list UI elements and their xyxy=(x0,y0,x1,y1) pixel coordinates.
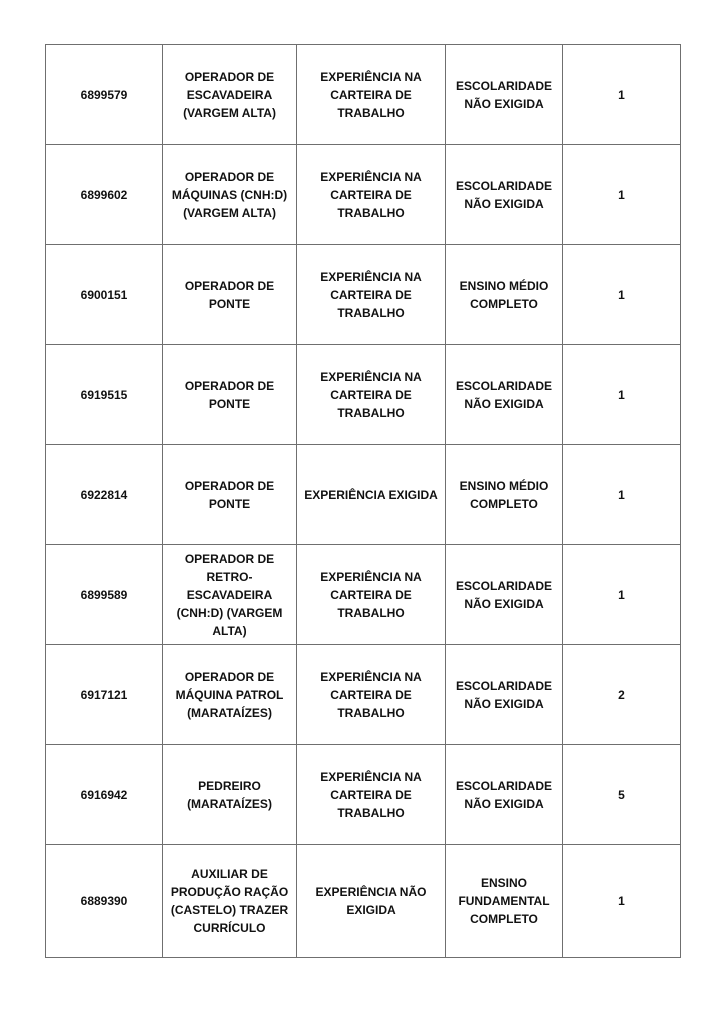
job-code-cell: 6899602 xyxy=(46,145,163,245)
education-cell: ESCOLARIDADE NÃO EXIGIDA xyxy=(446,745,563,845)
experience-cell: EXPERIÊNCIA NA CARTEIRA DE TRABALHO xyxy=(297,245,446,345)
experience-cell: EXPERIÊNCIA NÃO EXIGIDA xyxy=(297,845,446,958)
job-role-cell: OPERADOR DE PONTE xyxy=(163,345,297,445)
table-row xyxy=(46,445,681,545)
table-row xyxy=(46,345,681,445)
table-row xyxy=(46,845,681,958)
experience-cell: EXPERIÊNCIA NA CARTEIRA DE TRABALHO xyxy=(297,45,446,145)
table-row xyxy=(46,645,681,745)
education-cell: ESCOLARIDADE NÃO EXIGIDA xyxy=(446,545,563,645)
job-role-cell: OPERADOR DE PONTE xyxy=(163,445,297,545)
vacancies-cell: 1 xyxy=(563,145,681,245)
job-role-cell: OPERADOR DE MÁQUINA PATROL (MARATAÍZES) xyxy=(163,645,297,745)
education-cell: ESCOLARIDADE NÃO EXIGIDA xyxy=(446,45,563,145)
experience-cell: EXPERIÊNCIA NA CARTEIRA DE TRABALHO xyxy=(297,345,446,445)
job-code-cell: 6889390 xyxy=(46,845,163,958)
table-row xyxy=(46,145,681,245)
education-cell: ENSINO MÉDIO COMPLETO xyxy=(446,445,563,545)
table-row xyxy=(46,45,681,145)
job-role-cell: PEDREIRO (MARATAÍZES) xyxy=(163,745,297,845)
education-cell: ESCOLARIDADE NÃO EXIGIDA xyxy=(446,645,563,745)
job-role-cell: OPERADOR DE ESCAVADEIRA (VARGEM ALTA) xyxy=(163,45,297,145)
vacancies-cell: 1 xyxy=(563,545,681,645)
education-cell: ESCOLARIDADE NÃO EXIGIDA xyxy=(446,145,563,245)
job-vacancies-table xyxy=(45,44,681,958)
job-role-cell: OPERADOR DE RETRO- ESCAVADEIRA (CNH:D) (VARGEM ALTA) xyxy=(163,545,297,645)
table-row xyxy=(46,245,681,345)
experience-cell: EXPERIÊNCIA EXIGIDA xyxy=(297,445,446,545)
job-listing-sheet xyxy=(45,44,680,958)
job-code-cell: 6922814 xyxy=(46,445,163,545)
job-role-cell: OPERADOR DE MÁQUINAS (CNH:D) (VARGEM ALTA) xyxy=(163,145,297,245)
experience-cell: EXPERIÊNCIA NA CARTEIRA DE TRABALHO xyxy=(297,745,446,845)
job-code-cell: 6899579 xyxy=(46,45,163,145)
vacancies-cell: 5 xyxy=(563,745,681,845)
education-cell: ESCOLARIDADE NÃO EXIGIDA xyxy=(446,345,563,445)
job-code-cell: 6900151 xyxy=(46,245,163,345)
job-role-cell: AUXILIAR DE PRODUÇÃO RAÇÃO (CASTELO) TRAZER CURRÍCULO xyxy=(163,845,297,958)
job-code-cell: 6917121 xyxy=(46,645,163,745)
vacancies-cell: 2 xyxy=(563,645,681,745)
education-cell: ENSINO FUNDAMENTAL COMPLETO xyxy=(446,845,563,958)
vacancies-cell: 1 xyxy=(563,45,681,145)
job-code-cell: 6899589 xyxy=(46,545,163,645)
vacancies-cell: 1 xyxy=(563,345,681,445)
vacancies-cell: 1 xyxy=(563,845,681,958)
job-code-cell: 6916942 xyxy=(46,745,163,845)
experience-cell: EXPERIÊNCIA NA CARTEIRA DE TRABALHO xyxy=(297,645,446,745)
job-role-cell: OPERADOR DE PONTE xyxy=(163,245,297,345)
vacancies-cell: 1 xyxy=(563,245,681,345)
vacancies-cell: 1 xyxy=(563,445,681,545)
education-cell: ENSINO MÉDIO COMPLETO xyxy=(446,245,563,345)
experience-cell: EXPERIÊNCIA NA CARTEIRA DE TRABALHO xyxy=(297,145,446,245)
job-code-cell: 6919515 xyxy=(46,345,163,445)
experience-cell: EXPERIÊNCIA NA CARTEIRA DE TRABALHO xyxy=(297,545,446,645)
table-row xyxy=(46,745,681,845)
table-row xyxy=(46,545,681,645)
